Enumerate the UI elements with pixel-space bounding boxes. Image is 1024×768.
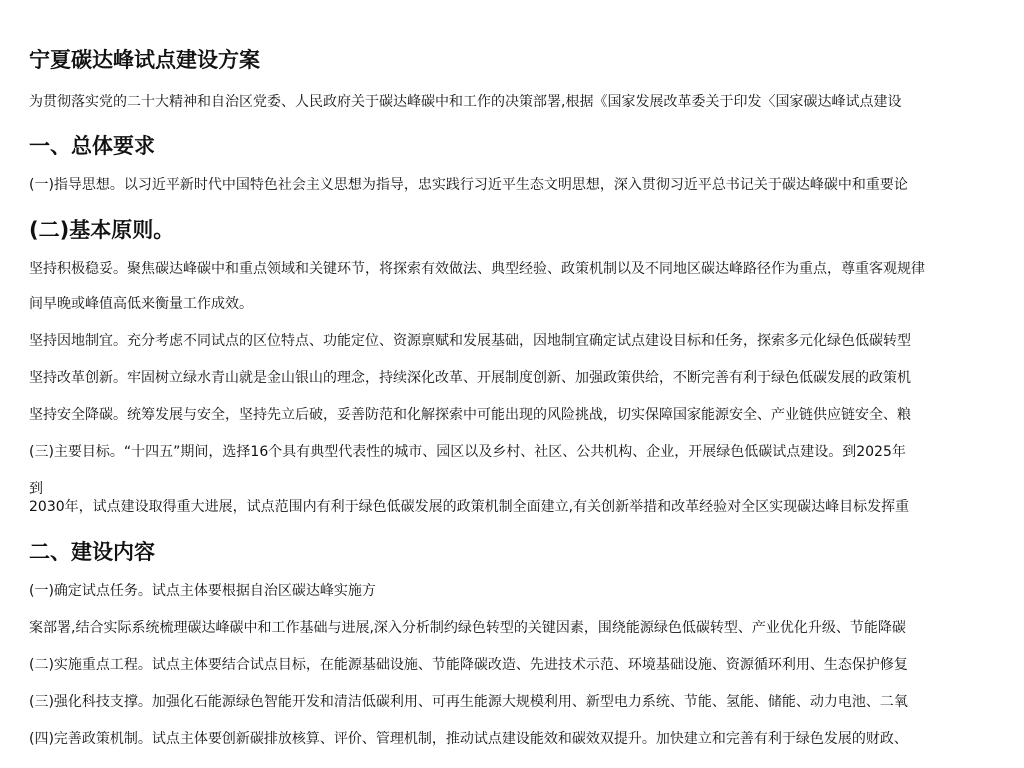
task-key-projects: (二)实施重点工程。试点主体要结合试点目标，在能源基础设施、节能降碳改造、先进技术示范、环境基础设施、资源循环利用、生态保护修复 xyxy=(29,657,908,673)
task-define-line1: (一)确定试点任务。试点主体要根据自治区碳达峰实施方 xyxy=(29,583,376,599)
task-define-line2: 案部署,结合实际系统梳理碳达峰碳中和工作基础与进展,深入分析制约绿色转型的关键因素，围绕能源绿色低碳转型、产业优化升级、节能降碳 xyxy=(29,620,906,636)
main-goals-line1: (三)主要目标。“十四五”期间，选择16个具有典型代表性的城市、园区以及乡村、社区、公共机构、企业，开展绿色低碳试点建设。到2025年 xyxy=(29,444,906,460)
principle-safe-carbon-reduction: 坚持安全降碳。统筹发展与安全，坚持先立后破，妥善防范和化解探索中可能出现的风险挑战，切实保障国家能源安全、产业链供应链安全、粮 xyxy=(29,407,911,423)
basic-principles-heading: (二)基本原则。 xyxy=(29,218,175,242)
principle-steady-line2: 间早晚或峰值高低来衡量工作成效。 xyxy=(29,296,253,312)
main-goals-line2: 到 xyxy=(29,481,43,497)
section-heading-general-requirements: 一、总体要求 xyxy=(29,134,155,158)
task-tech-support: (三)强化科技支撑。加强化石能源绿色智能开发和清洁低碳利用、可再生能源大规模利用、新型电力系统、节能、氢能、储能、动力电池、二氧 xyxy=(29,694,908,710)
principle-reform-innovation: 坚持改革创新。牢固树立绿水青山就是金山银山的理念，持续深化改革、开展制度创新、加强政策供给，不断完善有利于绿色低碳发展的政策机 xyxy=(29,370,911,386)
principle-local-conditions: 坚持因地制宜。充分考虑不同试点的区位特点、功能定位、资源禀赋和发展基础，因地制宜确定试点建设目标和任务，探索多元化绿色低碳转型 xyxy=(29,333,911,349)
main-goals-line3: 2030年，试点建设取得重大进展，试点范围内有利于绿色低碳发展的政策机制全面建立,有关创新举措和改革经验对全区实现碳达峰目标发挥重 xyxy=(29,499,910,515)
document-title: 宁夏碳达峰试点建设方案 xyxy=(29,48,260,72)
intro-paragraph: 为贯彻落实党的二十大精神和自治区党委、人民政府关于碳达峰碳中和工作的决策部署,根据《国家发展改革委关于印发〈国家碳达峰试点建设 xyxy=(29,94,902,110)
principle-steady-line1: 坚持积极稳妥。聚焦碳达峰碳中和重点领域和关键环节，将探索有效做法、典型经验、政策机制以及不同地区碳达峰路径作为重点，尊重客观规律 xyxy=(29,261,925,277)
task-policy-mechanism: (四)完善政策机制。试点主体要创新碳排放核算、评价、管理机制，推动试点建设能效和碳效双提升。加快建立和完善有利于绿色发展的财政、 xyxy=(29,731,908,747)
section-heading-construction-content: 二、建设内容 xyxy=(29,540,155,564)
guiding-ideology-paragraph: (一)指导思想。以习近平新时代中国特色社会主义思想为指导，忠实践行习近平生态文明思想，深入贯彻习近平总书记关于碳达峰碳中和重要论 xyxy=(29,177,908,193)
